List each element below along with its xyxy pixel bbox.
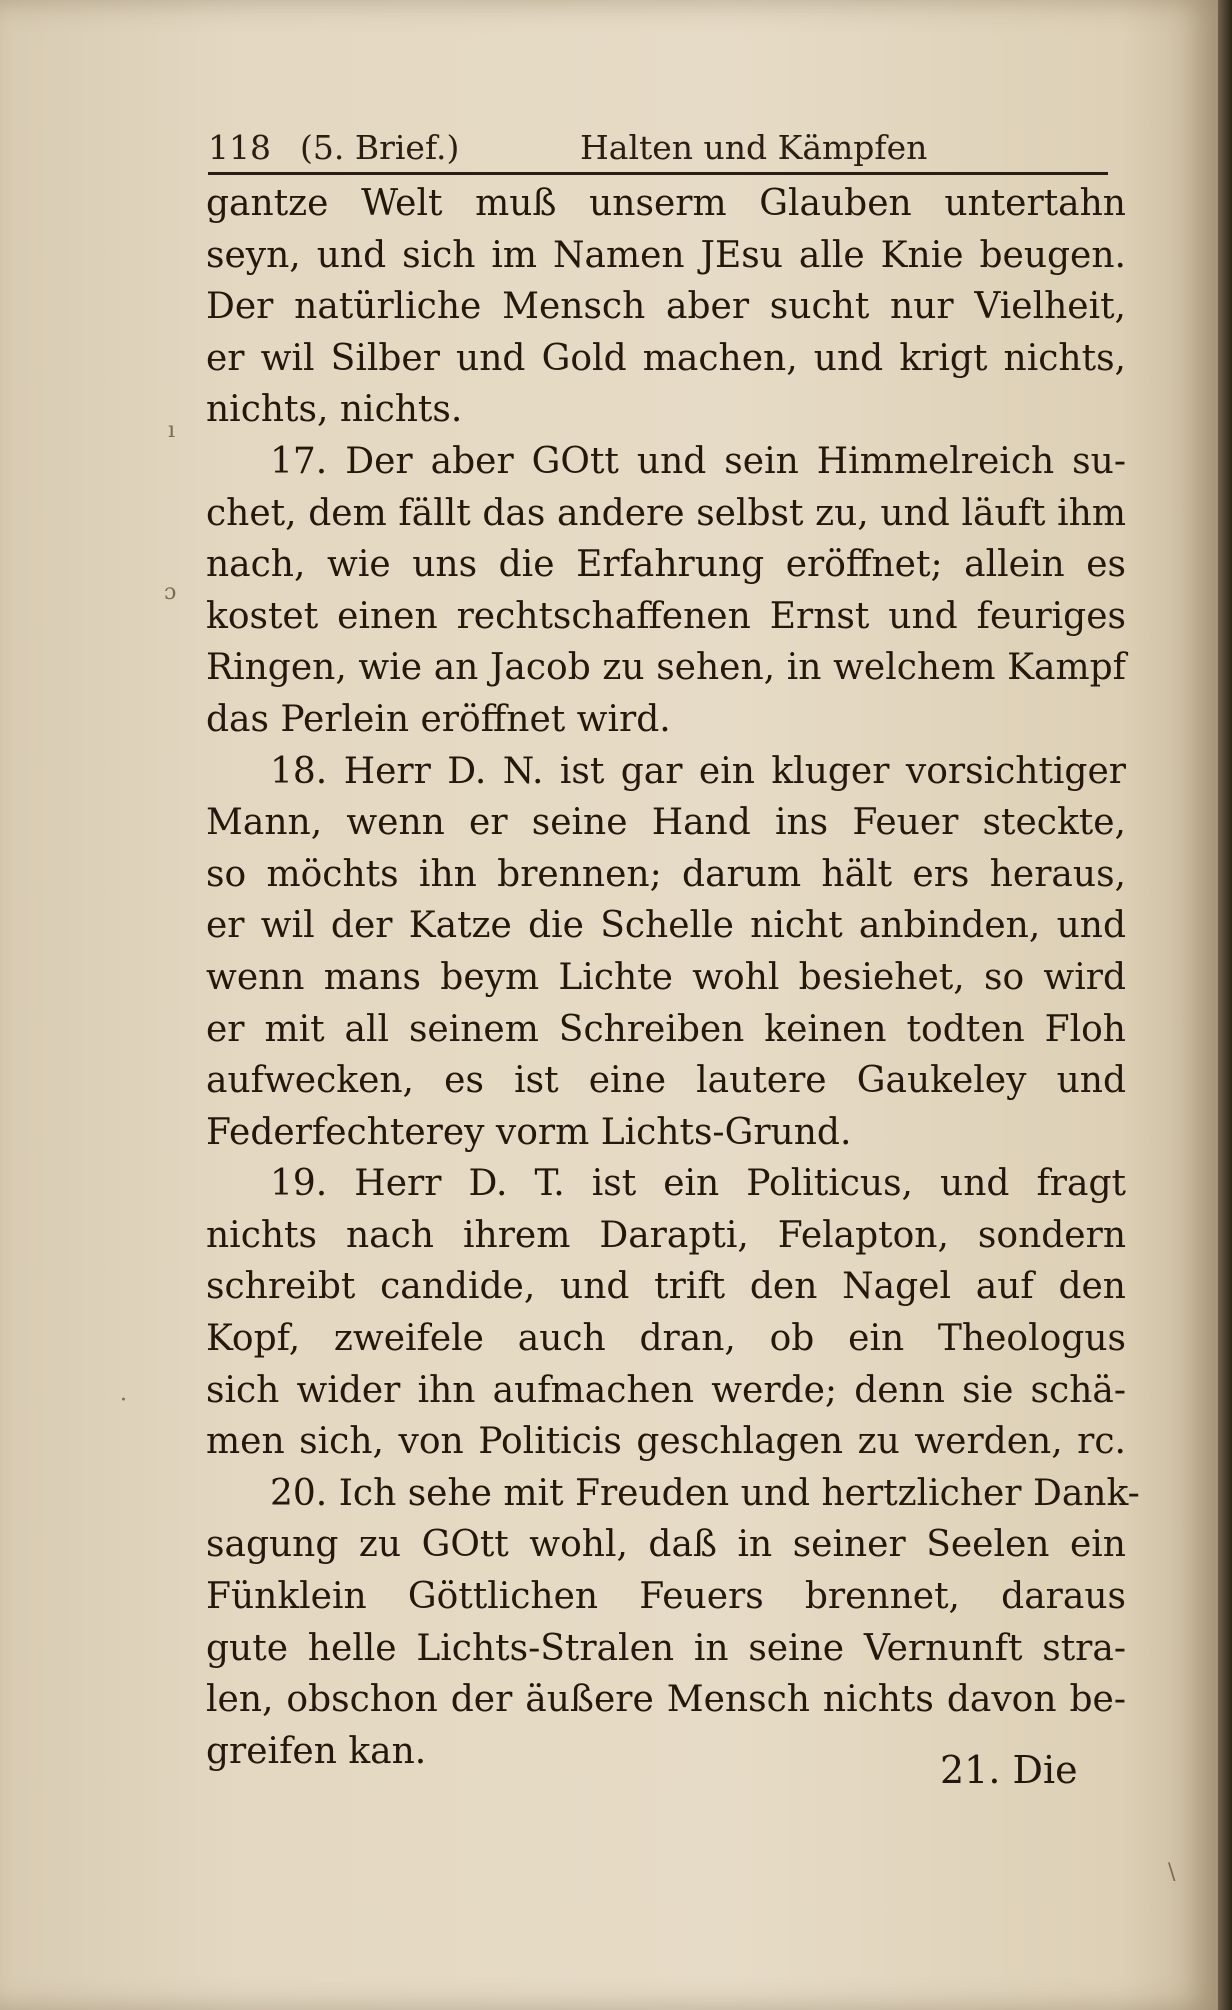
margin-mark: · [120, 1388, 127, 1413]
paragraph-17-start: 17. Der aber GOtt und sein Himmelreich su- [270, 440, 1126, 482]
text-line: er wil der Katze die Schelle nicht anbinden, und [206, 905, 1126, 947]
text-line: men sich, von Politicis geschlagen zu werden, rc. [206, 1421, 1126, 1463]
text-line: Der natürliche Mensch aber sucht nur Vielheit, [206, 286, 1126, 328]
text-line: Fünklein Göttlichen Feuers brennet, daraus [206, 1576, 1126, 1618]
text-line: Kopf, zweifele auch dran, ob ein Theologus [206, 1318, 1126, 1360]
running-header [208, 128, 1108, 178]
text-line: nach, wie uns die Erfahrung eröffnet; allein es [206, 544, 1126, 586]
text-line: das Perlein eröffnet wird. [206, 698, 671, 740]
body-text [206, 178, 1140, 1777]
paragraph-18-start: 18. Herr D. N. ist gar ein kluger vorsichtiger [270, 750, 1126, 792]
text-line: sich wider ihn aufmachen werde; denn sie schä- [206, 1369, 1126, 1411]
text-line: aufwecken, es ist eine lautere Gaukeley und [206, 1060, 1126, 1102]
text-line: schreibt candide, und trift den Nagel auf den [206, 1266, 1126, 1308]
text-line: chet, dem fällt das andere selbst zu, und läuft ihm [206, 492, 1126, 534]
text-line: greifen kan. [206, 1730, 427, 1772]
letter-label: (5. Brief.) [300, 128, 460, 167]
margin-mark: ı [168, 418, 176, 443]
page-number: 118 [208, 128, 271, 167]
text-line: len, obschon der äußere Mensch nichts davon be- [206, 1679, 1126, 1721]
text-line: er wil Silber und Gold machen, und krigt nichts, [206, 337, 1126, 379]
margin-mark: ɔ [164, 580, 177, 605]
book-spine-edge [1218, 0, 1232, 2010]
running-title: Halten und Kämpfen [580, 128, 928, 167]
text-line: Ringen, wie an Jacob zu sehen, in welchem Kampf [206, 647, 1126, 689]
text-line: gantze Welt muß unserm Glauben untertahn [206, 183, 1126, 224]
text-line: kostet einen rechtschaffenen Ernst und feuriges [206, 595, 1126, 637]
text-line: nichts, nichts. [206, 389, 463, 431]
text-line: so möchts ihn brennen; darum hält ers heraus, [206, 853, 1126, 895]
text-line: wenn mans beym Lichte wohl besiehet, so wird [206, 956, 1126, 998]
header-rule [208, 172, 1108, 175]
text-line: Mann, wenn er seine Hand ins Feuer steckte, [206, 802, 1126, 844]
text-line: Federfechterey vorm Lichts-Grund. [206, 1111, 852, 1153]
text-line: seyn, und sich im Namen JEsu alle Knie beugen. [206, 234, 1126, 276]
text-line: nichts nach ihrem Darapti, Felapton, sondern [206, 1214, 1126, 1256]
text-line: gute helle Lichts-Stralen in seine Vernunft stra- [206, 1627, 1126, 1669]
text-line: er mit all seinem Schreiben keinen todten Floh [206, 1008, 1126, 1050]
catchword: 21. Die [940, 1748, 1078, 1792]
paragraph-20-start: 20. Ich sehe mit Freuden und hertzlicher Dank- [270, 1472, 1140, 1514]
text-line: sagung zu GOtt wohl, daß in seiner Seelen ein [206, 1524, 1126, 1566]
margin-mark: \ [1168, 1860, 1176, 1885]
paragraph-19-start: 19. Herr D. T. ist ein Politicus, und fragt [270, 1163, 1126, 1205]
